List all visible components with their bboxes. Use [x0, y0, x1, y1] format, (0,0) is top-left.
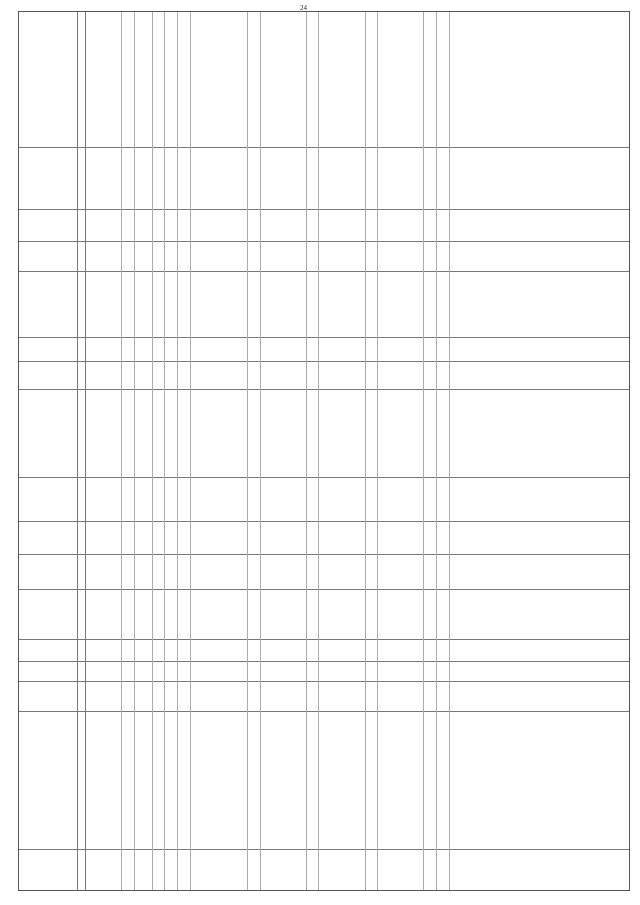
column-divider — [19, 639, 629, 640]
column-header — [21, 363, 75, 389]
row-divider — [423, 12, 424, 890]
row-divider — [436, 12, 437, 890]
column-header — [21, 211, 75, 241]
column-divider — [19, 477, 629, 478]
column-divider — [19, 271, 629, 272]
column-divider — [19, 554, 629, 555]
column-divider — [19, 849, 629, 850]
row-divider — [365, 12, 366, 890]
row-divider — [177, 12, 178, 890]
header-divider — [77, 12, 78, 890]
column-header — [21, 683, 75, 711]
row-divider — [318, 12, 319, 890]
column-divider — [19, 681, 629, 682]
row-divider — [121, 12, 122, 890]
row-divider — [134, 12, 135, 890]
column-divider — [19, 711, 629, 712]
column-header — [21, 663, 75, 681]
row-divider — [190, 12, 191, 890]
col-number-divider — [85, 12, 86, 890]
column-header — [21, 273, 75, 337]
row-divider — [449, 12, 450, 890]
column-divider — [19, 389, 629, 390]
row-divider — [260, 12, 261, 890]
row-divider — [152, 12, 153, 890]
column-header — [21, 556, 75, 589]
column-header — [21, 851, 75, 889]
capital-repair-table — [18, 11, 630, 891]
column-header — [21, 149, 75, 209]
column-divider — [19, 147, 629, 148]
column-divider — [19, 337, 629, 338]
column-header — [21, 339, 75, 361]
column-divider — [19, 589, 629, 590]
row-divider — [247, 12, 248, 890]
row-divider — [377, 12, 378, 890]
column-divider — [19, 209, 629, 210]
column-divider — [19, 361, 629, 362]
column-header — [21, 641, 75, 661]
row-divider — [306, 12, 307, 890]
column-header — [21, 591, 75, 639]
column-header — [21, 713, 75, 849]
column-header — [21, 391, 75, 477]
column-divider — [19, 241, 629, 242]
column-header — [21, 523, 75, 554]
column-divider — [19, 661, 629, 662]
column-header — [21, 11, 75, 147]
row-divider — [164, 12, 165, 890]
column-header — [21, 479, 75, 521]
column-divider — [19, 521, 629, 522]
page-number: 24 — [300, 4, 307, 12]
column-header — [21, 243, 75, 271]
